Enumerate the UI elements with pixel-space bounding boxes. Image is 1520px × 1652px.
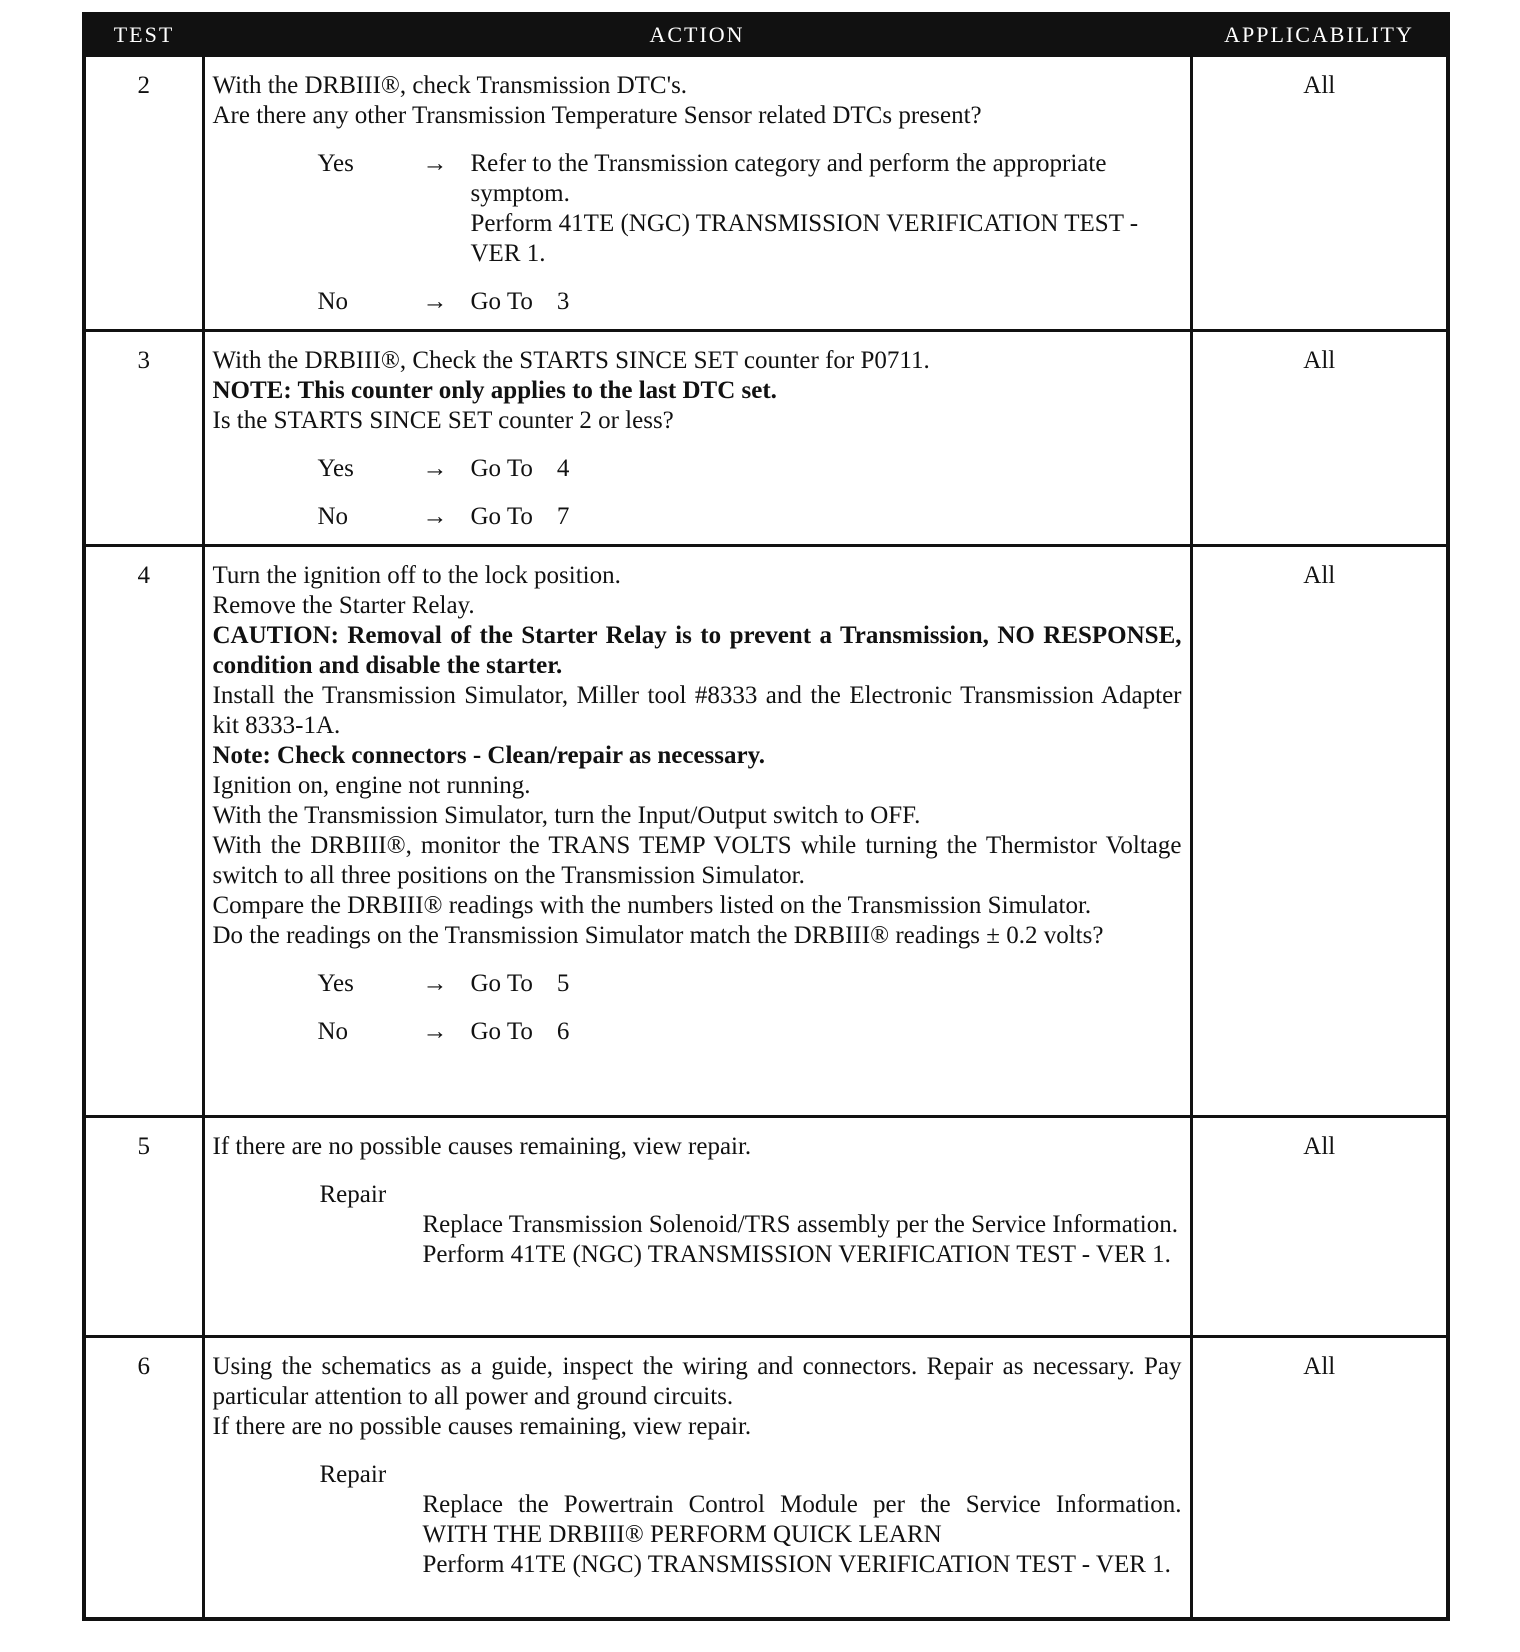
goto-number: 7	[556, 503, 570, 530]
action-cell	[203, 1117, 1191, 1337]
repair-text: Replace the Powertrain Control Module per the Service Information. WITH THE DRBIII® PERFORM QUICK LEARN	[422, 1491, 1182, 1548]
repair-label: Repair	[319, 1461, 387, 1488]
table-row	[84, 546, 1448, 1117]
yes-result-text: Perform 41TE (NGC) TRANSMISSION VERIFICATION TEST - VER 1.	[470, 210, 1139, 267]
yes-goto	[471, 969, 1182, 999]
arrow-icon: →	[422, 1018, 448, 1045]
no-label: No	[317, 503, 349, 530]
no-label: No	[317, 1018, 349, 1045]
no-goto	[471, 502, 1182, 532]
note-text: NOTE: This counter only applies to the last DTC set.	[212, 377, 777, 404]
action-text: Ignition on, engine not running.	[212, 772, 531, 799]
goto-label: Go To	[470, 503, 533, 530]
arrow-icon: →	[422, 288, 448, 315]
arrow-icon: →	[422, 503, 448, 530]
no-label: No	[317, 288, 349, 315]
goto-number: 4	[556, 455, 570, 482]
no-branch	[318, 287, 1182, 317]
repair-label: Repair	[319, 1181, 387, 1208]
action-text: Turn the ignition off to the lock position.	[212, 562, 621, 589]
action-text: Do the readings on the Transmission Simulator match the DRBIII® readings ± 0.2 volts?	[212, 922, 1104, 949]
repair-instructions	[423, 1210, 1182, 1270]
yes-result	[471, 149, 1182, 269]
note-text: Note: Check connectors - Clean/repair as necessary.	[212, 742, 765, 769]
action-text: With the DRBIII®, monitor the TRANS TEMP VOLTS while turning the Thermistor Voltage switch to all three positions on the Transmission Simulator.	[212, 832, 1182, 889]
goto-label: Go To	[470, 455, 533, 482]
arrow-icon: →	[422, 455, 448, 482]
repair-text: Perform 41TE (NGC) TRANSMISSION VERIFICATION TEST - VER 1.	[422, 1241, 1171, 1268]
diagnostic-procedure-sheet	[82, 12, 1446, 1621]
applicability-value: All	[1191, 546, 1448, 1117]
applicability-value: All	[1191, 1117, 1448, 1337]
action-cell	[203, 546, 1191, 1117]
applicability-value: All	[1191, 1337, 1448, 1619]
test-number: 4	[84, 546, 203, 1117]
header-applicability: APPLICABILITY	[1191, 14, 1448, 56]
action-text: Install the Transmission Simulator, Miller tool #8333 and the Electronic Transmission Adapter kit 8333-1A.	[212, 682, 1182, 739]
action-cell	[203, 56, 1191, 331]
no-branch	[318, 1017, 1182, 1047]
header-test: TEST	[84, 14, 203, 56]
action-text: With the DRBIII®, check Transmission DTC's.	[212, 72, 688, 99]
arrow-icon: →	[422, 150, 448, 177]
action-text: Are there any other Transmission Temperature Sensor related DTCs present?	[212, 102, 982, 129]
arrow-icon: →	[422, 970, 448, 997]
table-row	[84, 56, 1448, 331]
test-number: 2	[84, 56, 203, 331]
yes-result-text: Refer to the Transmission category and perform the appropriate symptom.	[470, 150, 1107, 207]
yes-label: Yes	[317, 150, 354, 177]
header-action: ACTION	[203, 14, 1191, 56]
diagnostic-table	[82, 12, 1450, 1621]
yes-branch	[318, 969, 1182, 999]
action-cell	[203, 331, 1191, 546]
goto-number: 6	[556, 1018, 570, 1045]
goto-label: Go To	[470, 970, 533, 997]
action-text: Using the schematics as a guide, inspect the wiring and connectors. Repair as necessary. Pay particular attention to all power and ground circuits.	[212, 1353, 1182, 1410]
action-text: Is the STARTS SINCE SET counter 2 or less?	[212, 407, 674, 434]
yes-goto	[471, 454, 1182, 484]
no-goto	[471, 287, 1182, 317]
applicability-value: All	[1191, 56, 1448, 331]
goto-number: 5	[556, 970, 570, 997]
no-goto	[471, 1017, 1182, 1047]
repair-text: Replace Transmission Solenoid/TRS assembly per the Service Information.	[422, 1211, 1178, 1238]
action-cell	[203, 1337, 1191, 1619]
action-text: With the DRBIII®, Check the STARTS SINCE SET counter for P0711.	[212, 347, 930, 374]
test-number: 5	[84, 1117, 203, 1337]
goto-number: 3	[556, 288, 570, 315]
goto-label: Go To	[470, 1018, 533, 1045]
test-number: 6	[84, 1337, 203, 1619]
yes-branch	[318, 149, 1182, 269]
yes-label: Yes	[317, 970, 354, 997]
yes-label: Yes	[317, 455, 354, 482]
table-header-row	[84, 14, 1448, 56]
repair-text: Perform 41TE (NGC) TRANSMISSION VERIFICATION TEST - VER 1.	[422, 1551, 1171, 1578]
applicability-value: All	[1191, 331, 1448, 546]
goto-label: Go To	[470, 288, 533, 315]
yes-branch	[318, 454, 1182, 484]
action-text: If there are no possible causes remaining, view repair.	[212, 1133, 752, 1160]
repair-instructions	[423, 1490, 1182, 1580]
action-text: Compare the DRBIII® readings with the numbers listed on the Transmission Simulator.	[212, 892, 1092, 919]
table-row	[84, 1337, 1448, 1619]
action-text: Remove the Starter Relay.	[212, 592, 475, 619]
test-number: 3	[84, 331, 203, 546]
action-text: With the Transmission Simulator, turn the Input/Output switch to OFF.	[212, 802, 921, 829]
table-row	[84, 331, 1448, 546]
caution-text: CAUTION: Removal of the Starter Relay is to prevent a Transmission, NO RESPONSE, condition and disable the starter.	[212, 622, 1182, 679]
action-text: If there are no possible causes remaining, view repair.	[212, 1413, 752, 1440]
no-branch	[318, 502, 1182, 532]
table-row	[84, 1117, 1448, 1337]
